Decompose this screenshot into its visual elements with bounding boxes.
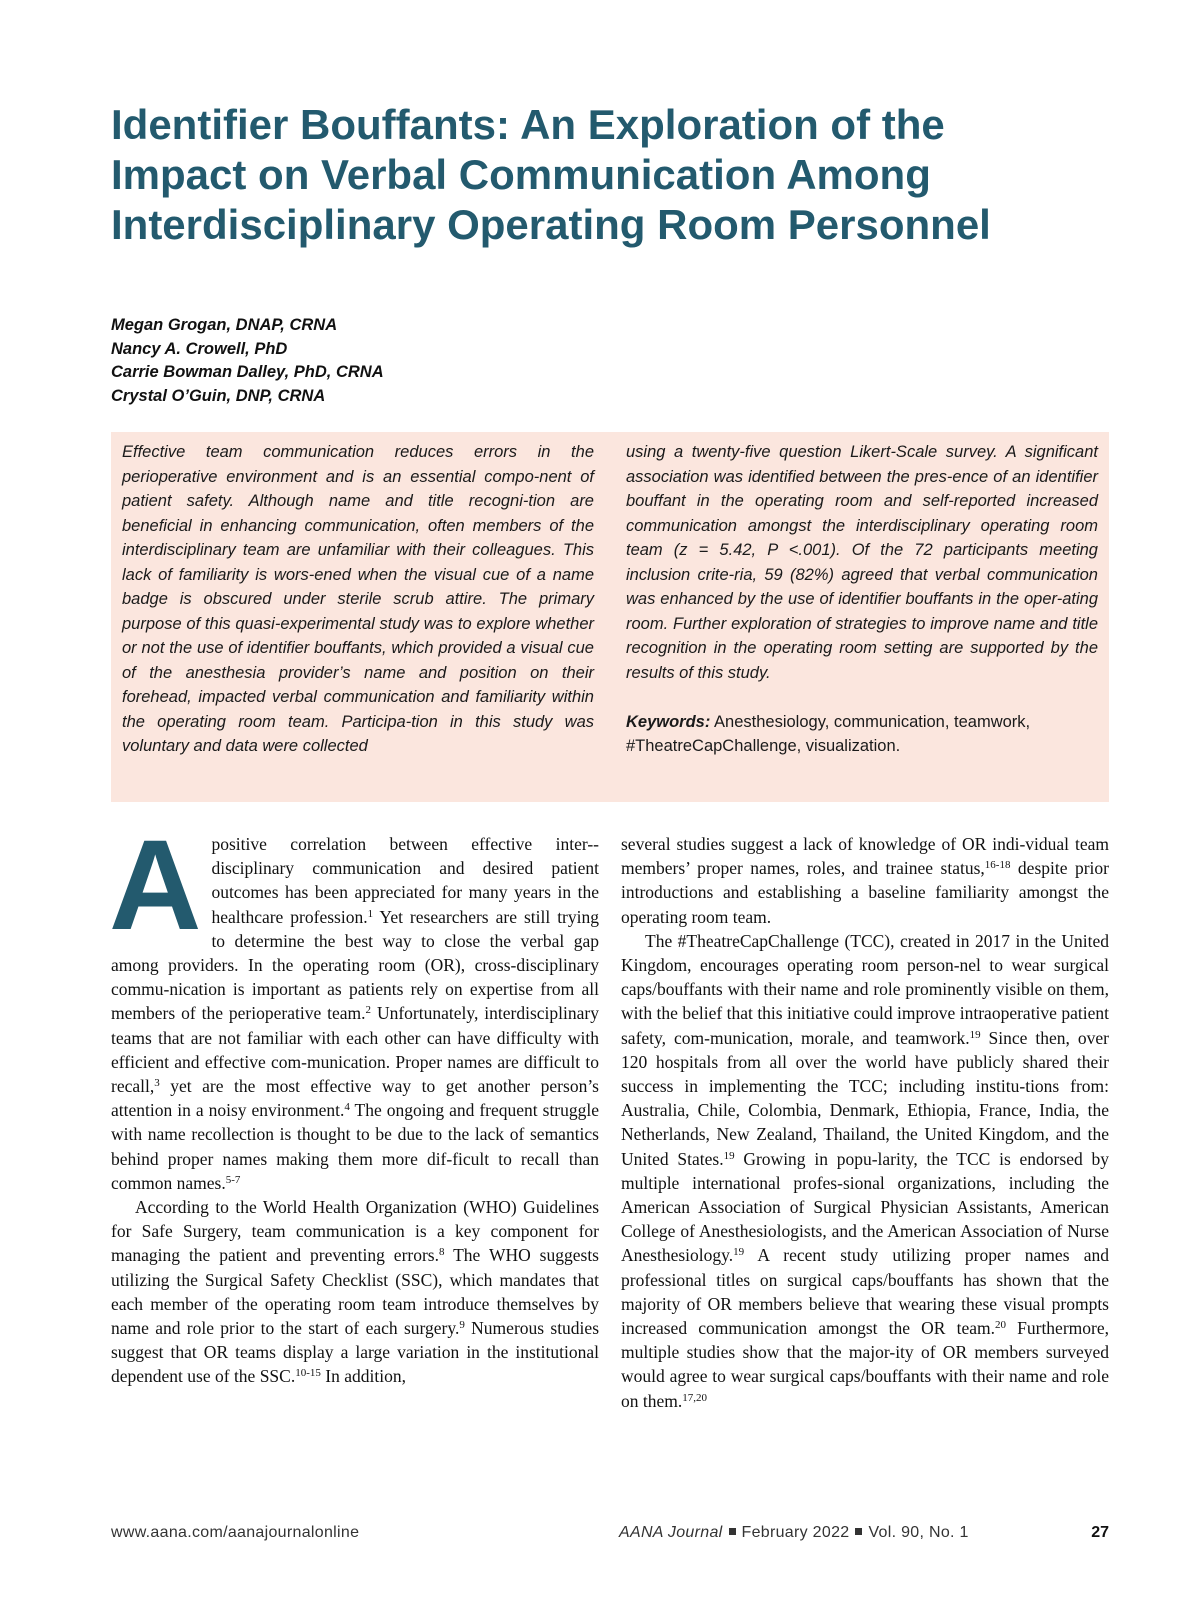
citation: 19 bbox=[733, 1246, 745, 1259]
body-paragraph: several studies suggest a lack of knowledge of OR indi-vidual team members’ proper names, roles, and trainee status,$^{16-18}$ despite prior introductions and establishing a baseline familiarity amongst the operating room team. bbox=[621, 834, 1109, 927]
abstract-right-column bbox=[626, 440, 1098, 759]
citation: 10-15 bbox=[295, 1367, 321, 1380]
body-paragraph: Apositive correlation between effective inter-disciplinary communication and desired patient outcomes has been appreciated for many years in the healthcare profession.$^1$ Yet researchers are still trying to determine the best way to close the verbal gap among providers. In the operating room (OR), cross-disciplinary commu-nication is important as patients rely on expertise from all members of the perioperative team.$^2$ Unfortunately, interdisciplinary teams that are not familiar with each other can have difficulty with efficient and effective com-munication. Proper names are difficult to recall,$^3$ yet are the most effective way to get another person’s attention in a noisy environment.$^4$ The ongoing and frequent struggle with name recollection is thought to be due to the lack of semantics behind proper names making them more dif-ficult to recall than common names.$^{5-7}$ bbox=[109, 814, 600, 1193]
separator-square-icon bbox=[855, 1528, 862, 1535]
drop-cap: A bbox=[109, 814, 202, 957]
journal-name: AANA Journal bbox=[619, 1524, 723, 1541]
separator-square-icon bbox=[729, 1528, 736, 1535]
page-number: 27 bbox=[1091, 1524, 1109, 1541]
citation: 20 bbox=[995, 1319, 1006, 1332]
citation: 2 bbox=[365, 1004, 372, 1017]
citation: 1 bbox=[367, 907, 374, 920]
citation: 9 bbox=[459, 1319, 465, 1332]
abstract-text: Effective team communication reduces errors in the perioperative environment and is an essential compo-nent of patient safety. Although name and title recogni-tion are beneficial in enhancing communication, often members of the interdisciplinary team are unfamiliar with their colleagues. This lack of familiarity is wors-ened when the visual cue of a name badge is obscured under sterile scrub attire. The primary purpose of this quasi-experimental study was to explore whether or not the use of identifier bouffants, which provided a visual cue of the anesthesia provider’s name and position on their forehead, impacted verbal communication and familiarity within the operating room team. Participa-tion in this study was voluntary and data were collected bbox=[122, 443, 594, 755]
author-list bbox=[111, 314, 811, 408]
title-line: Interdisciplinary Operating Room Personnel bbox=[111, 201, 991, 248]
issue-date: February 2022 bbox=[741, 1524, 850, 1541]
citation: 4 bbox=[344, 1101, 350, 1114]
body-left-column bbox=[109, 814, 600, 1389]
abstract-left-column bbox=[122, 440, 594, 759]
keywords bbox=[626, 710, 1098, 759]
body-paragraph: The #TheatreCapChallenge (TCC), created in 2017 in the United Kingdom, encourages operating room person-nel to wear surgical caps/bouffants with their name and role prominently visible on them, with the belief that this initiative could improve intraoperative patient safety, com-munication, morale, and teamwork.$^{19}$ Since then, over 120 hospitals from all over the world have publicly shared their success in implementing the TCC; including institu-tions from: Australia, Chile, Colombia, Denmark, Ethiopia, France, India, the Netherlands, New Zealand, Thailand, the United Kingdom, and the United States.$^{19}$ Growing in popu-larity, the TCC is endorsed by multiple international profes-sional organizations, including the American Association of Surgical Physician Assistants, American College of Anesthesiologists, and the American Association of Nurse Anesthesiology.$^{19}$ A recent study utilizing proper names and professional titles on surgical caps/bouffants has shown that the majority of OR members believe that wearing these visual prompts increased communication amongst the OR team.$^{20}$ Furthermore, multiple studies show that the major-ity of OR members surveyed would agree to wear surgical caps/bouffants with their name and role on them.$^{17,20}$ bbox=[621, 930, 1109, 1411]
citation: 3 bbox=[154, 1077, 160, 1090]
journal-citation bbox=[619, 1524, 969, 1542]
volume-issue: Vol. 90, No. 1 bbox=[868, 1524, 969, 1541]
author: Nancy A. Crowell, PhD bbox=[111, 339, 288, 358]
title-line: Identifier Bouffants: An Exploration of the bbox=[111, 101, 945, 148]
keywords-label: Keywords: bbox=[626, 712, 711, 731]
citation: 16-18 bbox=[984, 859, 1011, 872]
keywords-list: Anesthesiology, communication, teamwork, #TheatreCapChallenge, visualization. bbox=[626, 712, 1031, 755]
citation: 19 bbox=[969, 1028, 981, 1041]
citation: 19 bbox=[723, 1149, 735, 1162]
author: Carrie Bowman Dalley, PhD, CRNA bbox=[111, 363, 384, 381]
abstract-text: using a twenty-five question Likert-Scale survey. A significant association was identified between the pres-ence of an identifier bouffant in the operating room and self-reported increased communication amongst the interdisciplinary operating room team (z = 5.42, P <.001). Of the 72 participants meeting inclusion crite-ria, 59 (82%) agreed that verbal communication was enhanced by the use of identifier bouffants in the oper-ating room. Further exploration of strategies to improve name and title recognition in the operating room setting are supported by the results of this study. bbox=[626, 443, 1098, 682]
article-title bbox=[111, 100, 1111, 250]
body-paragraph: According to the World Health Organization (WHO) Guidelines for Safe Surgery, team communication is a key component for managing the patient and preventing errors.$^8$ The WHO suggests utilizing the Surgical Safety Checklist (SSC), which mandates that each member of the operating room team introduce themselves by name and role prior to the start of each surgery.$^9$ Numerous studies suggest that OR teams display a large variation in the institutional dependent use of the SSC.$^{10-15}$ In addition, bbox=[111, 1197, 599, 1387]
page-footer bbox=[111, 1524, 1109, 1548]
citation: 17,20 bbox=[682, 1391, 707, 1404]
citation: 8 bbox=[439, 1246, 445, 1259]
abstract-box bbox=[111, 432, 1109, 802]
author: Crystal O’Guin, DNP, CRNA bbox=[111, 386, 326, 405]
title-line: Impact on Verbal Communication Among bbox=[111, 151, 931, 198]
author: Megan Grogan, DNAP, CRNA bbox=[111, 316, 338, 334]
journal-url[interactable]: www.aana.com/aanajournalonline bbox=[111, 1524, 360, 1541]
body-right-column bbox=[621, 832, 1109, 1413]
citation: 5-7 bbox=[225, 1173, 241, 1186]
